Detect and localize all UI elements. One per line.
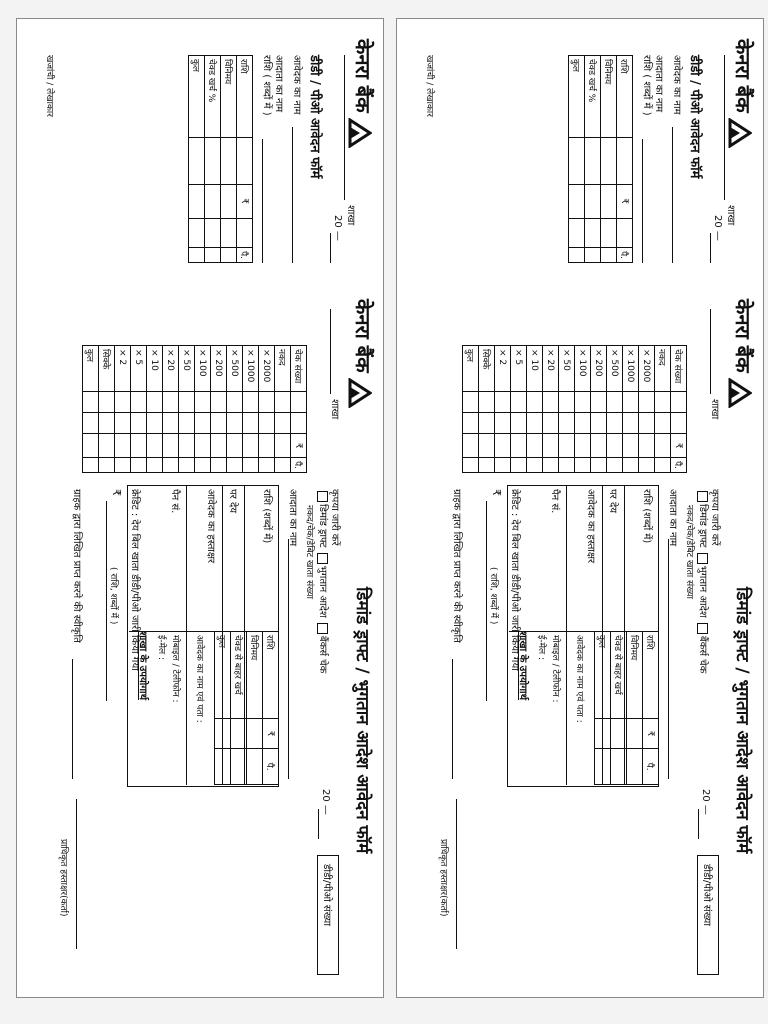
- counterfoil-amount-words: राशि ( शब्दों में ): [641, 55, 652, 116]
- row-label: कुल: [595, 632, 611, 719]
- amount-words-line[interactable]: [262, 139, 263, 263]
- denomination: × 100: [575, 346, 591, 392]
- counterfoil-header: [729, 39, 758, 148]
- row-label: विनिमय: [221, 56, 237, 138]
- coins-row: सिक्के: [479, 346, 495, 392]
- denomination: × 5: [131, 346, 147, 392]
- applicant-name-address: आवेदक का नाम एवं पता :: [194, 635, 204, 723]
- issue-options: [697, 489, 711, 673]
- date-line: [330, 233, 331, 263]
- payable-at-label: पर देय: [607, 489, 618, 514]
- payee-line[interactable]: [668, 539, 669, 779]
- main-date: 20 —: [700, 789, 711, 815]
- denomination: × 50: [179, 346, 195, 392]
- counterfoil-footer: खजांची / लेखाकार: [424, 55, 434, 117]
- mobile-label: मोबाइल / टेलीफोन :: [550, 635, 560, 703]
- po-option-label: भुगतान आदेश: [317, 565, 328, 618]
- bank-name: केनरा बैंक: [351, 299, 375, 373]
- authorised-sign-line[interactable]: [456, 799, 457, 949]
- counterfoil-amount-table: [188, 55, 253, 263]
- bank-amount-line[interactable]: [106, 501, 107, 701]
- row-label: चेक्ड से बाहर खर्च: [231, 632, 247, 719]
- pan-label: पैन सं.: [169, 489, 180, 514]
- amount-in-words-paren: ( राशि, शब्दों में ): [108, 567, 118, 625]
- bank-name: केनरा बैंक: [731, 39, 755, 113]
- rupee-symbol: ₹: [110, 489, 123, 496]
- counterfoil-applicant: आवेदक का नाम: [671, 55, 682, 115]
- rupee-header: ₹: [291, 434, 307, 458]
- counterfoil-branch: शाखा: [725, 205, 736, 226]
- row-label: विनिमय: [627, 632, 643, 719]
- bank-amount-line[interactable]: [486, 501, 487, 701]
- applicant-name-address: आवेदक का नाम एवं पता :: [574, 635, 584, 723]
- row-label: राशि: [643, 632, 659, 719]
- denomination: × 10: [527, 346, 543, 392]
- row-label: कुल: [569, 56, 585, 138]
- receipt-label: ग्राहक द्वारा लिखित प्राप्त करने की स्वीकृति: [71, 489, 82, 643]
- bc-option-label: बैंकर्स चेक: [697, 635, 708, 674]
- row-label: चेक्ड खर्च %: [205, 56, 221, 138]
- dd-checkbox[interactable]: [318, 491, 329, 502]
- payment-mode: नकद/चेक/डेबिट खाता संख्या: [304, 505, 314, 599]
- bank-logo-icon: [729, 378, 753, 408]
- main-date: 20 —: [320, 789, 331, 815]
- denomination: × 1000: [243, 346, 259, 392]
- receipt-label: ग्राहक द्वारा लिखित प्राप्त करने की स्वीकृति: [451, 489, 462, 643]
- applicant-line[interactable]: [292, 127, 293, 263]
- counterfoil-amount-table: [568, 55, 633, 263]
- cheque-no-header: चेक संख्या: [671, 346, 687, 392]
- payee-label: आदाता का नाम: [667, 489, 678, 547]
- main-title: डिमांड ड्राफ्ट / भुगतान आदेश आवेदन फॉर्म: [732, 587, 752, 854]
- paise-header: पै.: [291, 458, 307, 473]
- denomination: × 50: [559, 346, 575, 392]
- denomination: × 5: [511, 346, 527, 392]
- denomination: × 2000: [639, 346, 655, 392]
- amount-words-label: राशि (शब्दों में): [261, 489, 272, 544]
- slip-header: [349, 299, 378, 408]
- divider: [566, 485, 567, 785]
- denomination: × 20: [543, 346, 559, 392]
- counterfoil-payee: आदाता का नाम: [273, 55, 284, 113]
- dd-po-number-box[interactable]: [317, 855, 339, 975]
- bank-use-label: शाखा के उपयोगार्थ: [137, 631, 148, 700]
- counterfoil-applicant: आवेदक का नाम: [291, 55, 302, 115]
- slip-branch: शाखा: [329, 399, 340, 420]
- paise-header: पै.: [671, 458, 687, 473]
- issue-label: कृपया जारी करें: [709, 489, 720, 546]
- counterfoil-date: 20 —: [712, 215, 723, 241]
- row-label: चेक्ड खर्च %: [585, 56, 601, 138]
- bc-checkbox[interactable]: [698, 623, 709, 634]
- rupee-symbol: ₹: [490, 489, 503, 496]
- slip-branch-line: [710, 309, 711, 394]
- row-label: राशि: [617, 56, 633, 138]
- applicant-sign-label: आवेदक का हस्ताक्षर: [585, 489, 596, 564]
- bc-checkbox[interactable]: [318, 623, 329, 634]
- denomination: × 10: [147, 346, 163, 392]
- row-label: विनिमय: [601, 56, 617, 138]
- authorised-sign-label: प्राधिकृत हस्ताक्षर(कर्ता): [438, 839, 448, 917]
- denomination: × 2: [495, 346, 511, 392]
- dd-po-number-box[interactable]: [697, 855, 719, 975]
- bank-use-label: शाखा के उपयोगार्थ: [517, 631, 528, 700]
- form-sheet-right: [396, 18, 764, 998]
- row-label: कुल: [215, 632, 231, 719]
- slip-branch-line: [330, 309, 331, 394]
- pan-label: पैन सं.: [549, 489, 560, 514]
- denomination: × 2: [115, 346, 131, 392]
- rupee-header: ₹: [237, 184, 253, 218]
- bank-logo-icon: [349, 378, 373, 408]
- rupee-header: ₹: [671, 434, 687, 458]
- denomination: × 200: [211, 346, 227, 392]
- row-label: चेक्ड से बाहर खर्च: [611, 632, 627, 719]
- payee-line[interactable]: [288, 539, 289, 779]
- amount-words-line[interactable]: [642, 139, 643, 263]
- counterfoil-branch: शाखा: [345, 205, 356, 226]
- bank-logo-icon: [729, 118, 753, 148]
- dd-checkbox[interactable]: [698, 491, 709, 502]
- denomination: × 2000: [259, 346, 275, 392]
- date-line: [710, 233, 711, 263]
- counterfoil-footer: खजांची / लेखाकार: [44, 55, 54, 117]
- dd-option-label: डिमांड ड्राफ्ट: [317, 504, 328, 548]
- counterfoil-title: डीडी / पीओ आवेदन फॉर्म: [687, 55, 702, 179]
- bc-option-label: बैंकर्स चेक: [317, 635, 328, 674]
- cash-header: नकद: [655, 346, 671, 392]
- coins-row: सिक्के: [99, 346, 115, 392]
- amount-in-words-paren: ( राशि, शब्दों में ): [488, 567, 498, 625]
- main-amount-table: [594, 631, 659, 785]
- cash-header: नकद: [275, 346, 291, 392]
- main-amount-table: [214, 631, 279, 785]
- branch-line: [344, 55, 345, 200]
- row-label: विनिमय: [247, 632, 263, 719]
- paise-header: पै.: [237, 248, 253, 263]
- rupee-header: ₹: [617, 184, 633, 218]
- payee-label: आदाता का नाम: [287, 489, 298, 547]
- total-row: कुल: [83, 346, 99, 392]
- dd-po-number-label: डीडी/पीओ संख्या: [321, 864, 332, 926]
- email-label: ई-मेल :: [536, 635, 546, 661]
- denomination: × 20: [163, 346, 179, 392]
- applicant-line[interactable]: [672, 127, 673, 263]
- rupee-header: ₹: [263, 719, 279, 749]
- payable-at-label: पर देय: [227, 489, 238, 514]
- po-option-label: भुगतान आदेश: [697, 565, 708, 618]
- row-label: राशि: [263, 632, 279, 719]
- counterfoil-payee: आदाता का नाम: [653, 55, 664, 113]
- denomination-table: [82, 345, 307, 473]
- rotated-form: [17, 19, 383, 997]
- denomination-table: [462, 345, 687, 473]
- paise-header: पै.: [263, 749, 279, 785]
- receipt-line[interactable]: [72, 659, 73, 779]
- main-date-line[interactable]: [318, 809, 319, 839]
- issue-options: [317, 489, 331, 673]
- receipt-line[interactable]: [452, 659, 453, 779]
- bank-logo-icon: [349, 118, 373, 148]
- cheque-no-header: चेक संख्या: [291, 346, 307, 392]
- credit-label: क्रेडिट : देय बिल खाता डीडी/पीओ जारी किया गया: [509, 489, 520, 671]
- denomination: × 500: [227, 346, 243, 392]
- counterfoil-date: 20 —: [332, 215, 343, 241]
- paise-header: पै.: [643, 749, 659, 785]
- authorised-sign-label: प्राधिकृत हस्ताक्षर(कर्ता): [58, 839, 68, 917]
- denomination: × 200: [591, 346, 607, 392]
- total-row: कुल: [463, 346, 479, 392]
- credit-label: क्रेडिट : देय बिल खाता डीडी/पीओ जारी किया गया: [129, 489, 140, 671]
- denomination: × 100: [195, 346, 211, 392]
- denomination: × 1000: [623, 346, 639, 392]
- counterfoil-title: डीडी / पीओ आवेदन फॉर्म: [307, 55, 322, 179]
- bank-name: केनरा बैंक: [351, 39, 375, 113]
- payment-mode: नकद/चेक/डेबिट खाता संख्या: [684, 505, 694, 599]
- authorised-sign-line[interactable]: [76, 799, 77, 949]
- po-checkbox[interactable]: [318, 553, 329, 564]
- main-title: डिमांड ड्राफ्ट / भुगतान आदेश आवेदन फॉर्म: [352, 587, 372, 854]
- counterfoil-header: [349, 39, 378, 148]
- form-sheet-left: [16, 18, 384, 998]
- paise-header: पै.: [617, 248, 633, 263]
- row-label: राशि: [237, 56, 253, 138]
- amount-words-label: राशि (शब्दों में): [641, 489, 652, 544]
- rupee-header: ₹: [643, 719, 659, 749]
- slip-branch: शाखा: [709, 399, 720, 420]
- slip-header: [729, 299, 758, 408]
- counterfoil-amount-words: राशि ( शब्दों में ): [261, 55, 272, 116]
- bank-name: केनरा बैंक: [731, 299, 755, 373]
- issue-label: कृपया जारी करें: [329, 489, 340, 546]
- applicant-sign-label: आवेदक का हस्ताक्षर: [205, 489, 216, 564]
- po-checkbox[interactable]: [698, 553, 709, 564]
- rotated-form: [397, 19, 763, 997]
- email-label: ई-मेल :: [156, 635, 166, 661]
- dd-option-label: डिमांड ड्राफ्ट: [697, 504, 708, 548]
- dd-po-number-label: डीडी/पीओ संख्या: [701, 864, 712, 926]
- branch-line: [724, 55, 725, 200]
- divider: [186, 485, 187, 785]
- mobile-label: मोबाइल / टेलीफोन :: [170, 635, 180, 703]
- main-date-line[interactable]: [698, 809, 699, 839]
- denomination: × 500: [607, 346, 623, 392]
- row-label: कुल: [189, 56, 205, 138]
